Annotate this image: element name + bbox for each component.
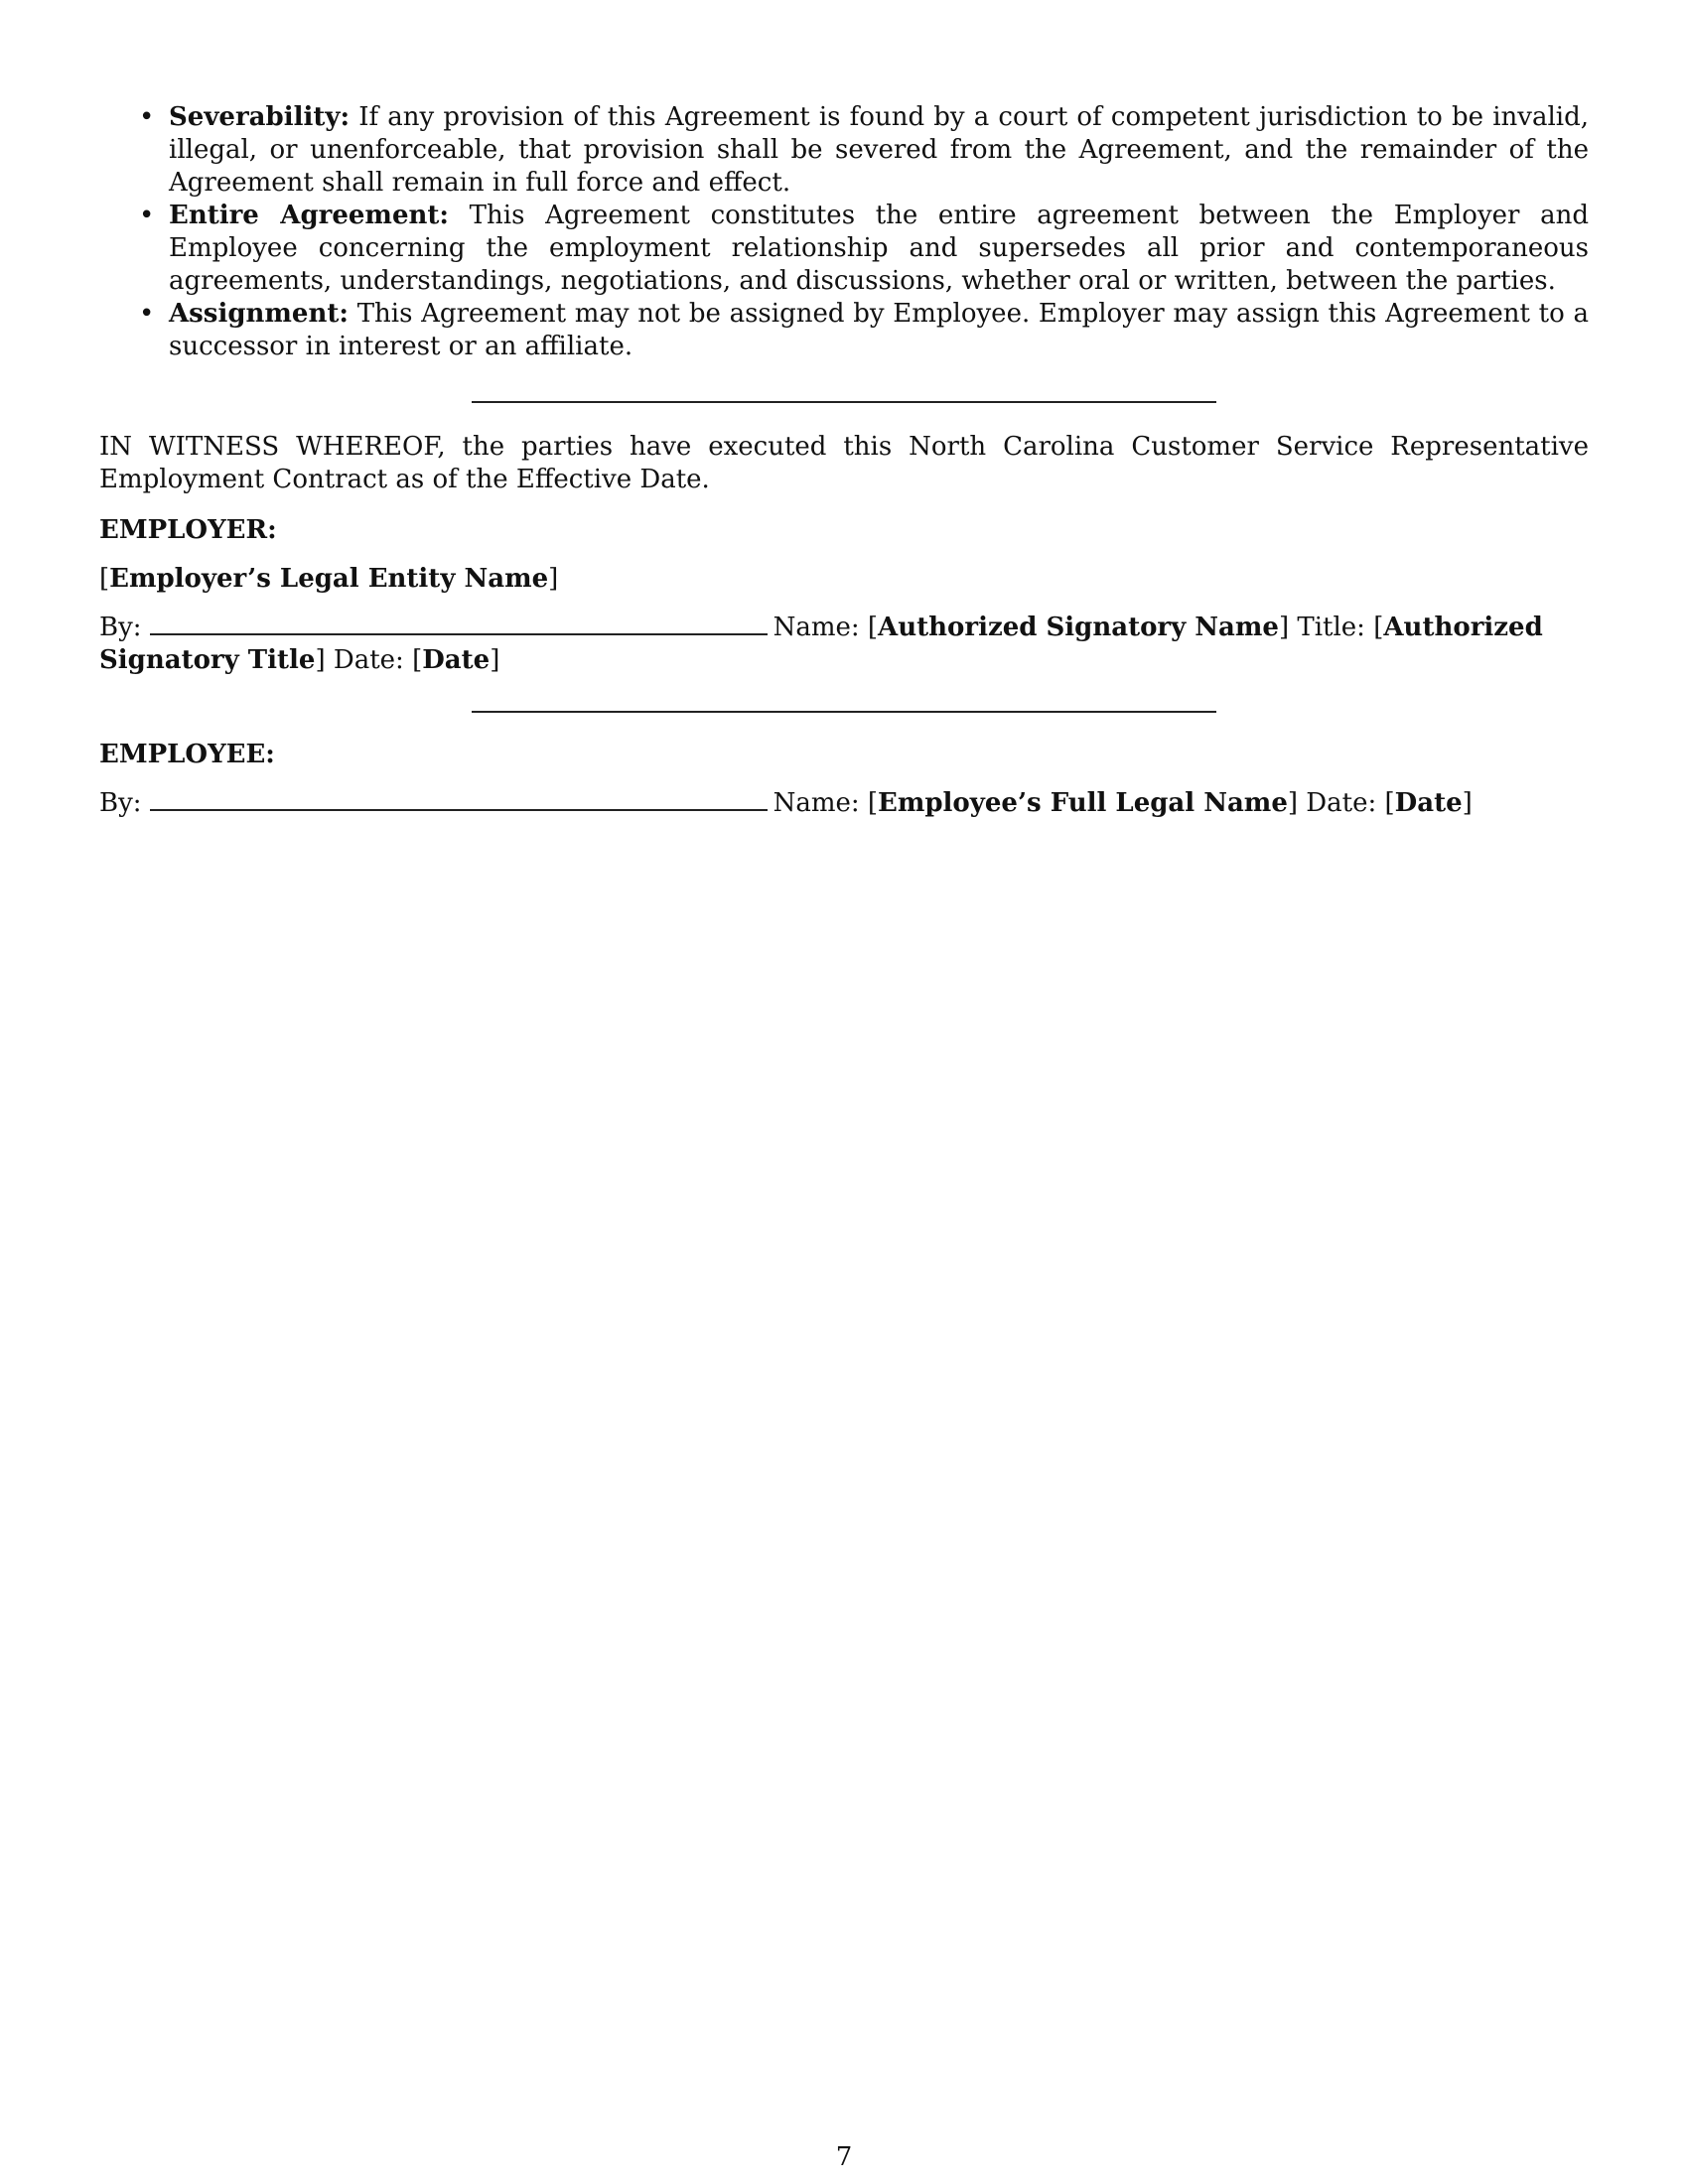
bracket-close: ] (548, 564, 559, 594)
bracket-open: [ (99, 564, 110, 594)
employee-date: Date (1394, 788, 1463, 818)
clause-severability (99, 101, 1589, 200)
employer-heading: EMPLOYER: (99, 515, 277, 545)
employee-full-name: Employee’s Full Legal Name (878, 788, 1288, 818)
clause-text: If any provision of this Agreement is found by a court of competent jurisdiction to be invalid, illegal, or unenforceable, that provision shall be severed from the Agreement, and the remainder of the Agreement shall remain in full force and effect. (169, 102, 1589, 198)
name-label: Name: (773, 613, 860, 642)
clause-term: Assignment: (169, 299, 349, 329)
employer-entity-name (99, 563, 1589, 596)
employer-signature-block: By: Name: [Authorized Signatory Name] Title: [Authorized Signatory Title] Date: [Date] (99, 613, 1543, 675)
employee-signature-block: By: Name: [Employee’s Full Legal Name] Date: [Date] (99, 788, 1473, 818)
employee-heading: EMPLOYEE: (99, 740, 275, 769)
clause-text: This Agreement constitutes the entire agreement between the Employer and Employee concerning the employment relationship and supersedes all prior and contemporaneous agreements, understandings, negotiations, and discussions, whether oral or written, between the parties. (169, 201, 1590, 296)
employer-signature-line[interactable] (150, 617, 768, 635)
document-body (99, 101, 1589, 820)
bullet-icon: • (139, 299, 155, 329)
witness-statement: IN WITNESS WHEREOF, the parties have executed this North Carolina Customer Service Representative Employment Contract as of the Effective Date. (99, 432, 1589, 494)
employer-entity-value: Employer’s Legal Entity Name (109, 564, 549, 594)
clause-term: Severability: (169, 102, 351, 132)
name-label: Name: (773, 788, 860, 818)
employer-date: Date (422, 645, 491, 675)
title-label: Title: (1297, 613, 1365, 642)
clause-entire-agreement (99, 200, 1589, 298)
date-label: Date: (333, 645, 404, 675)
employer-signatory-title: Authorized Signatory Title (99, 613, 1543, 675)
bullet-icon: • (139, 201, 155, 230)
section-divider (472, 401, 1216, 403)
date-label: Date: (1306, 788, 1377, 818)
employer-signatory-name: Authorized Signatory Name (878, 613, 1279, 642)
clause-list (99, 101, 1589, 363)
bullet-icon: • (139, 102, 155, 132)
by-label: By: (99, 788, 142, 818)
employee-signature-line[interactable] (150, 793, 768, 811)
section-divider (472, 711, 1216, 713)
page-number: 7 (835, 2142, 853, 2172)
by-label: By: (99, 613, 142, 642)
clause-text: This Agreement may not be assigned by Employee. Employer may assign this Agreement to a successor in interest or an affiliate. (169, 299, 1589, 361)
clause-assignment (99, 298, 1589, 363)
clause-term: Entire Agreement: (169, 201, 449, 230)
